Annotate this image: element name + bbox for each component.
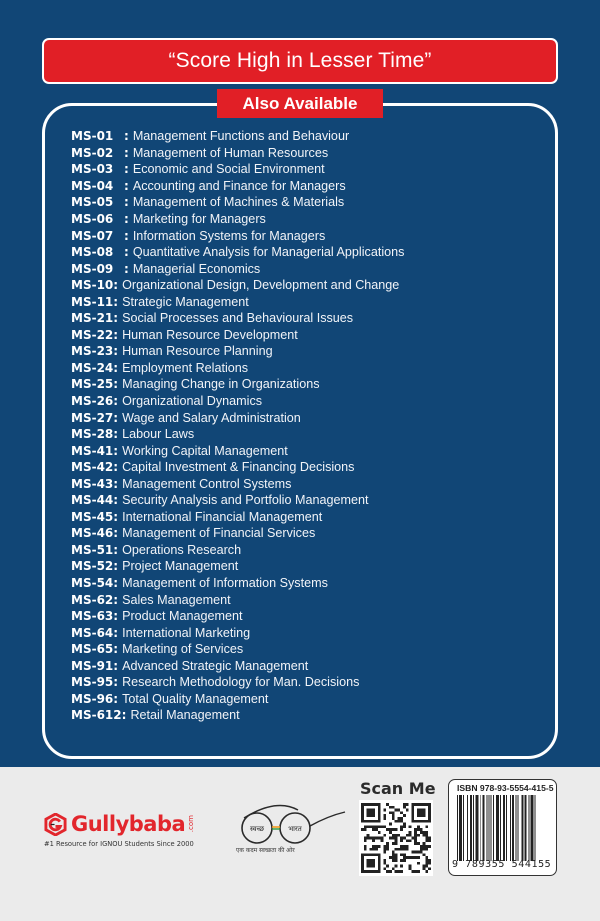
course-title: Retail Management	[130, 708, 240, 723]
course-title: Management of Information Systems	[122, 576, 328, 591]
course-separator: :	[124, 261, 129, 276]
course-code: MS-43	[71, 476, 114, 491]
course-code: MS-63	[71, 609, 114, 624]
also-available-heading	[217, 89, 383, 118]
course-list	[71, 128, 541, 724]
course-item	[71, 509, 541, 526]
course-item	[71, 426, 541, 443]
course-code: MS-24	[71, 360, 114, 375]
course-title: Advanced Strategic Management	[122, 658, 309, 673]
course-title: Management Functions and Behaviour	[132, 129, 350, 144]
course-separator: :	[124, 129, 129, 144]
course-separator: :	[113, 476, 119, 491]
course-title: International Financial Management	[122, 509, 323, 524]
course-code: MS-45	[71, 509, 114, 524]
course-item	[71, 624, 541, 641]
isbn-barcode	[448, 779, 557, 876]
course-separator: :	[113, 460, 119, 475]
course-title: Human Resource Planning	[122, 344, 273, 359]
course-separator: :	[113, 311, 119, 326]
course-code: MS-23	[71, 344, 114, 359]
svg-text:भारत: भारत	[288, 825, 302, 833]
course-item	[71, 260, 541, 277]
course-title: Capital Investment & Financing Decisions	[122, 460, 355, 475]
course-code: MS-91	[71, 658, 114, 673]
course-title: Accounting and Finance for Managers	[132, 178, 346, 193]
course-code: MS-03	[71, 162, 114, 177]
course-item	[71, 475, 541, 492]
course-code: MS-25	[71, 377, 114, 392]
course-item	[71, 542, 541, 559]
course-separator: :	[124, 178, 129, 193]
course-code: MS-01	[71, 129, 114, 144]
course-separator: :	[113, 675, 119, 690]
course-item	[71, 376, 541, 393]
course-separator: :	[113, 410, 119, 425]
course-code: MS-95	[71, 675, 114, 690]
course-code: MS-42	[71, 460, 114, 475]
course-title: Organizational Dynamics	[122, 394, 263, 409]
course-code: MS-44	[71, 493, 114, 508]
course-item	[71, 575, 541, 592]
brand-tagline: #1 Resource for IGNOU Students Since 2000	[44, 840, 194, 848]
course-separator: :	[121, 708, 127, 723]
course-item	[71, 442, 541, 459]
course-separator: :	[113, 691, 119, 706]
course-title: Management of Human Resources	[132, 145, 329, 160]
course-code: MS-96	[71, 691, 114, 706]
course-code: MS-21	[71, 311, 114, 326]
course-title: Strategic Management	[122, 294, 249, 309]
course-separator: :	[124, 195, 129, 210]
course-item	[71, 310, 541, 327]
course-code: MS-08	[71, 245, 114, 260]
course-separator: :	[124, 145, 129, 160]
course-code: MS-05	[71, 195, 114, 210]
gullybaba-g-icon	[44, 813, 67, 836]
course-separator: :	[113, 609, 119, 624]
course-title: Managerial Economics	[132, 261, 261, 276]
course-code: MS-02	[71, 145, 114, 160]
course-item	[71, 161, 541, 178]
course-title: Working Capital Management	[122, 443, 288, 458]
course-item	[71, 707, 541, 724]
course-item	[71, 393, 541, 410]
course-title: Employment Relations	[122, 360, 249, 375]
course-title: Management of Financial Services	[122, 526, 316, 541]
course-item	[71, 327, 541, 344]
course-code: MS-65	[71, 642, 114, 657]
course-title: Product Management	[122, 609, 243, 624]
course-code: MS-28	[71, 427, 114, 442]
course-separator: :	[113, 427, 119, 442]
course-code: MS-62	[71, 592, 114, 607]
course-item	[71, 409, 541, 426]
course-item	[71, 674, 541, 691]
course-separator: :	[113, 576, 119, 591]
tagline-text: “Score High in Lesser Time”	[168, 49, 432, 72]
brand-tld: .com	[187, 815, 196, 833]
course-item	[71, 641, 541, 658]
course-code: MS-26	[71, 394, 114, 409]
course-title: Economic and Social Environment	[132, 162, 325, 177]
gullybaba-logo	[44, 812, 195, 848]
course-separator: :	[113, 493, 119, 508]
course-code: MS-27	[71, 410, 114, 425]
course-item	[71, 128, 541, 145]
course-separator: :	[113, 443, 119, 458]
course-separator: :	[124, 212, 129, 226]
course-item	[71, 343, 541, 360]
course-code: MS-10	[71, 278, 114, 293]
course-code: MS-11	[71, 294, 114, 309]
course-title: Total Quality Management	[122, 691, 269, 706]
course-separator: :	[113, 377, 119, 392]
swachh-bharat-caption: एक कदम स्वच्छता की ओर	[236, 847, 295, 854]
course-code: MS-22	[71, 327, 114, 342]
course-code: MS-04	[71, 178, 114, 193]
tagline-banner	[42, 38, 558, 84]
course-title: Management Control Systems	[122, 476, 292, 491]
course-code: MS-07	[71, 228, 114, 243]
course-separator: :	[113, 559, 119, 574]
barcode-icon	[457, 795, 551, 861]
course-separator: :	[113, 344, 119, 359]
course-code: MS-54	[71, 576, 114, 591]
course-item	[71, 492, 541, 509]
course-title: Organizational Design, Development and Change	[122, 278, 400, 293]
section-title: Also Available	[242, 93, 358, 113]
course-item	[71, 608, 541, 625]
course-item	[71, 459, 541, 476]
qr-code-icon[interactable]	[359, 800, 433, 876]
svg-text:स्वच्छ: स्वच्छ	[249, 825, 265, 833]
course-separator: :	[113, 327, 119, 342]
course-item	[71, 277, 541, 294]
course-title: Marketing for Managers	[132, 212, 266, 226]
course-separator: :	[113, 542, 119, 557]
course-code: MS-09	[71, 261, 114, 276]
course-item	[71, 360, 541, 377]
course-title: Security Analysis and Portfolio Management	[122, 493, 369, 508]
course-title: Labour Laws	[122, 427, 195, 442]
course-separator: :	[113, 394, 119, 409]
course-item	[71, 691, 541, 708]
course-code: MS-52	[71, 559, 114, 574]
course-title: Operations Research	[122, 542, 242, 557]
course-title: International Marketing	[122, 625, 251, 640]
course-item	[71, 244, 541, 261]
course-separator: :	[113, 592, 119, 607]
course-separator: :	[113, 509, 119, 524]
course-separator: :	[113, 625, 119, 640]
course-code: MS-06	[71, 212, 114, 226]
course-title: Quantitative Analysis for Managerial Applications	[132, 245, 405, 260]
course-title: Social Processes and Behavioural Issues	[122, 311, 354, 326]
course-separator: :	[113, 360, 119, 375]
course-title: Marketing of Services	[122, 642, 244, 657]
brand-name: Gullybaba	[71, 812, 186, 836]
course-title: Wage and Salary Administration	[122, 410, 301, 425]
course-item	[71, 658, 541, 675]
course-item	[71, 178, 541, 195]
course-title: Project Management	[122, 559, 239, 574]
isbn-digits: 9 789355 544155	[452, 859, 552, 870]
course-item	[71, 145, 541, 162]
course-code: MS-64	[71, 625, 114, 640]
course-separator: :	[124, 245, 129, 260]
course-separator: :	[124, 228, 129, 243]
course-item	[71, 211, 541, 228]
course-item	[71, 293, 541, 310]
course-item	[71, 525, 541, 542]
course-item	[71, 558, 541, 575]
course-item	[71, 591, 541, 608]
course-item	[71, 194, 541, 211]
course-title: Research Methodology for Man. Decisions	[122, 675, 360, 690]
course-code: MS-46	[71, 526, 114, 541]
course-separator: :	[113, 658, 119, 673]
scan-me-label: Scan Me	[360, 779, 436, 798]
course-code: MS-612	[71, 708, 122, 723]
course-code: MS-41	[71, 443, 114, 458]
course-title: Sales Management	[122, 592, 231, 607]
course-title: Information Systems for Managers	[132, 228, 326, 243]
course-item	[71, 227, 541, 244]
course-title: Management of Machines & Materials	[132, 195, 345, 210]
course-separator: :	[113, 642, 119, 657]
course-separator: :	[124, 162, 129, 177]
course-separator: :	[113, 278, 119, 293]
isbn-label: ISBN 978-93-5554-415-5	[457, 783, 554, 793]
course-code: MS-51	[71, 542, 114, 557]
course-title: Human Resource Development	[122, 327, 298, 342]
course-title: Managing Change in Organizations	[122, 377, 320, 392]
course-separator: :	[113, 294, 119, 309]
course-separator: :	[113, 526, 119, 541]
